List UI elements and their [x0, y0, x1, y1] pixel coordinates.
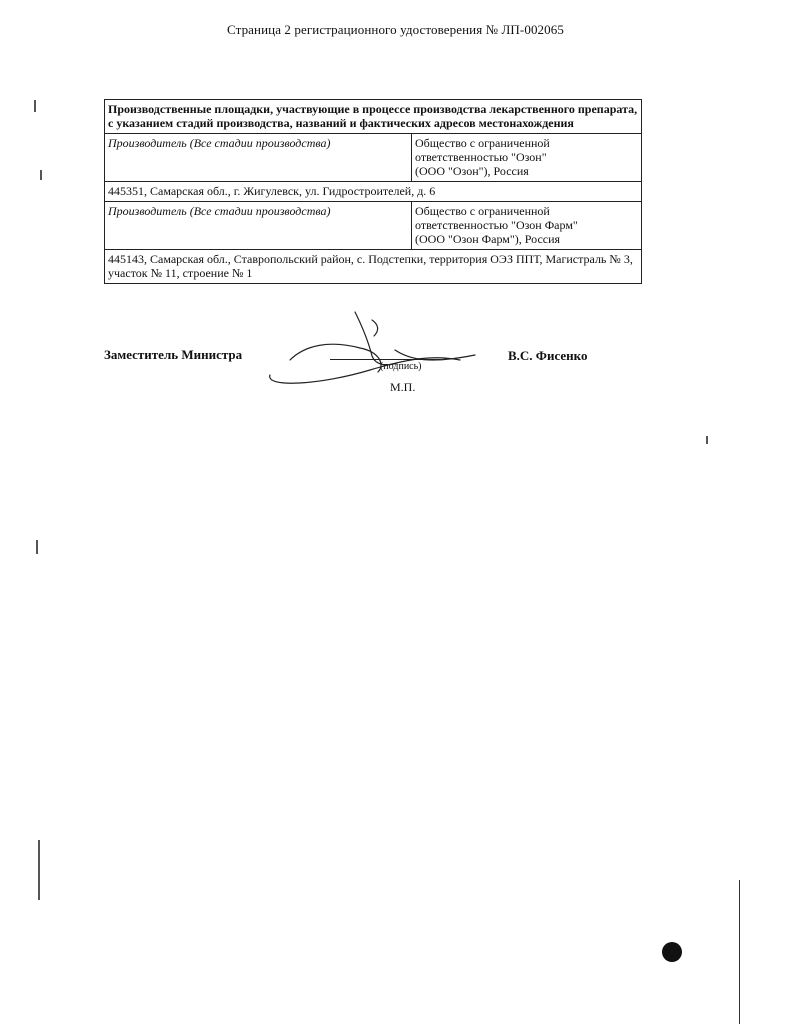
production-sites-table	[104, 99, 642, 284]
table-row	[105, 134, 642, 182]
org-line: (ООО "Озон"), Россия	[415, 164, 529, 178]
scan-dot-mark	[662, 942, 682, 962]
table-row	[105, 202, 642, 250]
stamp-placeholder: М.П.	[390, 380, 416, 394]
site-address: 445143, Самарская обл., Ставропольский район, с. Подстепки, территория ОЭЗ ППТ, Магистраль № 3, участок № 11, строение № 1	[105, 250, 642, 284]
scan-speck	[706, 436, 708, 444]
table-row	[105, 182, 642, 202]
org-line: ответственностью "Озон"	[415, 150, 547, 164]
org-line: (ООО "Озон Фарм"), Россия	[415, 232, 561, 246]
scan-speck	[38, 840, 40, 900]
signatory-title: Заместитель Министра	[104, 347, 243, 362]
scan-speck	[34, 100, 36, 112]
manufacturer-org	[412, 134, 642, 182]
signatory-name: В.С. Фисенко	[508, 348, 588, 363]
scan-speck	[36, 540, 38, 554]
site-address: 445351, Самарская обл., г. Жигулевск, ул. Гидростроителей, д. 6	[105, 182, 642, 202]
signature-caption: (подпись)	[380, 361, 422, 372]
org-line: ответственностью "Озон Фарм"	[415, 218, 578, 232]
manufacturer-org	[412, 202, 642, 250]
table-row	[105, 250, 642, 284]
table-header-row	[105, 100, 642, 134]
page-title: Страница 2 регистрационного удостоверения № ЛП-002065	[227, 22, 564, 37]
handwritten-signature-icon	[260, 300, 480, 400]
manufacturer-role: Производитель (Все стадии производства)	[105, 202, 412, 250]
table-heading: Производственные площадки, участвующие в процессе производства лекарственного препарата, с указанием стадий производства, названий и фактических адресов местонахождения	[105, 100, 642, 134]
scan-speck	[40, 170, 42, 180]
org-line: Общество с ограниченной	[415, 136, 550, 150]
scan-edge-line	[739, 880, 740, 1024]
org-line: Общество с ограниченной	[415, 204, 550, 218]
manufacturer-role: Производитель (Все стадии производства)	[105, 134, 412, 182]
